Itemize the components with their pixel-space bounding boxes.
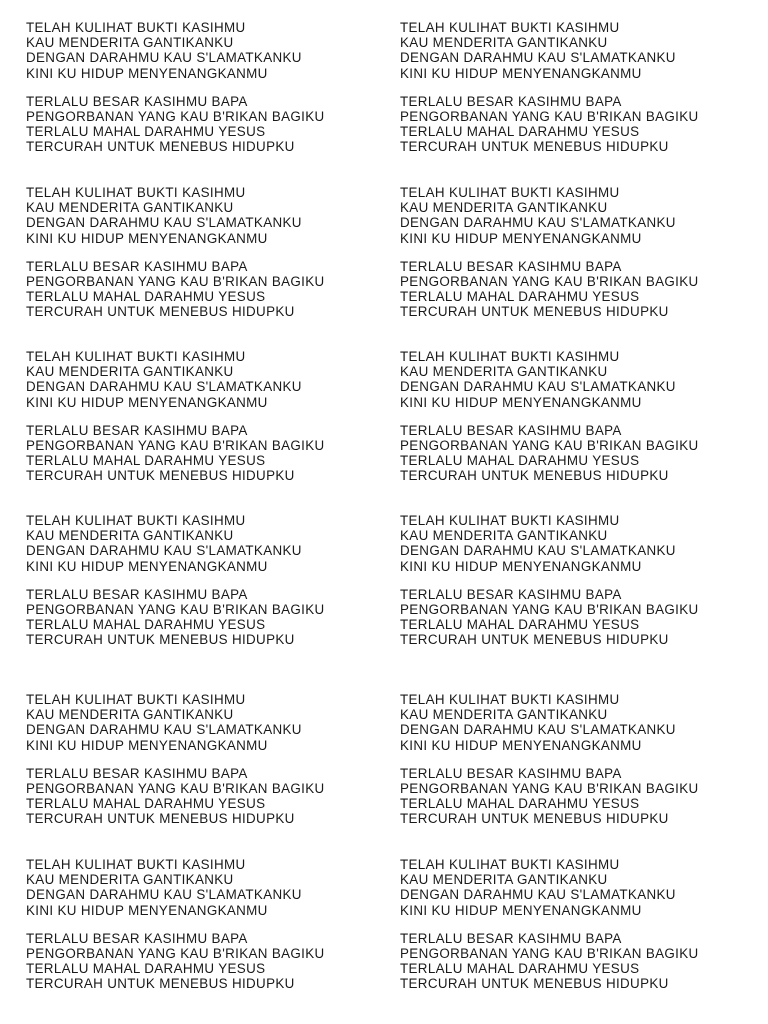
chorus-stanza [400, 766, 699, 827]
stanza-spacer [26, 918, 325, 931]
chorus-line: TERCURAH UNTUK MENEBUS HIDUPKU [400, 811, 669, 827]
stanza-spacer [26, 246, 325, 259]
verse-line: DENGAN DARAHMU KAU S'LAMATKANKU [400, 543, 676, 559]
stanza-spacer [400, 410, 699, 423]
verse-stanza [26, 349, 325, 410]
chorus-line: TERCURAH UNTUK MENEBUS HIDUPKU [26, 139, 295, 155]
verse-line: TELAH KULIHAT BUKTI KASIHMU [400, 692, 620, 707]
stanza-spacer [26, 410, 325, 423]
stanza-spacer [26, 81, 325, 94]
chorus-line: TERLALU BESAR KASIHMU BAPA [26, 930, 248, 946]
verse-line: KINI KU HIDUP MENYENANGKANMU [400, 394, 642, 410]
stanza-spacer [26, 753, 325, 766]
chorus-stanza [400, 94, 699, 155]
stanza-spacer [400, 81, 699, 94]
verse-line: TELAH KULIHAT BUKTI KASIHMU [400, 20, 620, 35]
chorus-line: TERLALU BESAR KASIHMU BAPA [400, 422, 622, 438]
stanza-spacer [400, 246, 699, 259]
verse-line: KAU MENDERITA GANTIKANKU [26, 707, 234, 723]
verse-line: KINI KU HIDUP MENYENANGKANMU [400, 230, 642, 246]
chorus-line: PENGORBANAN YANG KAU B'RIKAN BAGIKU [26, 109, 325, 125]
verse-line: KINI KU HIDUP MENYENANGKANMU [26, 902, 268, 918]
chorus-line: TERLALU MAHAL DARAHMU YESUS [400, 796, 640, 812]
lyrics-block [400, 857, 699, 992]
chorus-line: TERCURAH UNTUK MENEBUS HIDUPKU [26, 632, 295, 648]
verse-line: DENGAN DARAHMU KAU S'LAMATKANKU [26, 887, 302, 903]
verse-line: KINI KU HIDUP MENYENANGKANMU [26, 65, 268, 81]
verse-line: DENGAN DARAHMU KAU S'LAMATKANKU [400, 379, 676, 395]
verse-line: KAU MENDERITA GANTIKANKU [400, 528, 608, 544]
verse-line: KAU MENDERITA GANTIKANKU [400, 35, 608, 51]
verse-line: DENGAN DARAHMU KAU S'LAMATKANKU [400, 722, 676, 738]
verse-line: DENGAN DARAHMU KAU S'LAMATKANKU [400, 887, 676, 903]
lyrics-block [400, 349, 699, 484]
verse-stanza [400, 513, 699, 574]
stanza-spacer [400, 574, 699, 587]
chorus-line: TERCURAH UNTUK MENEBUS HIDUPKU [26, 811, 295, 827]
chorus-line: TERCURAH UNTUK MENEBUS HIDUPKU [26, 304, 295, 320]
verse-line: DENGAN DARAHMU KAU S'LAMATKANKU [26, 379, 302, 395]
chorus-stanza [26, 94, 325, 155]
chorus-line: PENGORBANAN YANG KAU B'RIKAN BAGIKU [26, 274, 325, 290]
verse-line: DENGAN DARAHMU KAU S'LAMATKANKU [400, 215, 676, 231]
chorus-line: TERLALU BESAR KASIHMU BAPA [26, 765, 248, 781]
lyrics-block [26, 857, 325, 992]
verse-line: DENGAN DARAHMU KAU S'LAMATKANKU [26, 50, 302, 66]
lyrics-block [400, 513, 699, 648]
verse-line: DENGAN DARAHMU KAU S'LAMATKANKU [400, 50, 676, 66]
chorus-line: TERLALU BESAR KASIHMU BAPA [400, 258, 622, 274]
verse-line: TELAH KULIHAT BUKTI KASIHMU [26, 692, 246, 707]
verse-line: KINI KU HIDUP MENYENANGKANMU [400, 737, 642, 753]
lyrics-block [400, 692, 699, 827]
lyrics-block [26, 513, 325, 648]
chorus-stanza [26, 587, 325, 648]
chorus-line: TERLALU MAHAL DARAHMU YESUS [26, 124, 266, 140]
verse-line: TELAH KULIHAT BUKTI KASIHMU [400, 185, 620, 200]
chorus-line: TERCURAH UNTUK MENEBUS HIDUPKU [400, 632, 669, 648]
chorus-line: TERLALU BESAR KASIHMU BAPA [26, 258, 248, 274]
verse-stanza [400, 857, 699, 918]
verse-line: KAU MENDERITA GANTIKANKU [26, 364, 234, 380]
verse-line: KAU MENDERITA GANTIKANKU [400, 200, 608, 216]
verse-line: TELAH KULIHAT BUKTI KASIHMU [400, 349, 620, 364]
verse-line: TELAH KULIHAT BUKTI KASIHMU [26, 185, 246, 200]
verse-stanza [400, 349, 699, 410]
lyrics-block [26, 185, 325, 320]
verse-line: KINI KU HIDUP MENYENANGKANMU [26, 394, 268, 410]
lyrics-block [26, 20, 325, 155]
chorus-line: PENGORBANAN YANG KAU B'RIKAN BAGIKU [400, 781, 699, 797]
chorus-stanza [400, 259, 699, 320]
stanza-spacer [400, 918, 699, 931]
verse-stanza [400, 185, 699, 246]
chorus-line: TERLALU MAHAL DARAHMU YESUS [26, 617, 266, 633]
verse-line: KINI KU HIDUP MENYENANGKANMU [400, 65, 642, 81]
chorus-stanza [400, 587, 699, 648]
verse-line: TELAH KULIHAT BUKTI KASIHMU [26, 349, 246, 364]
stanza-spacer [26, 574, 325, 587]
chorus-line: TERCURAH UNTUK MENEBUS HIDUPKU [400, 139, 669, 155]
chorus-stanza [400, 931, 699, 992]
chorus-line: PENGORBANAN YANG KAU B'RIKAN BAGIKU [26, 781, 325, 797]
verse-stanza [400, 20, 699, 81]
verse-line: TELAH KULIHAT BUKTI KASIHMU [26, 20, 246, 35]
chorus-line: PENGORBANAN YANG KAU B'RIKAN BAGIKU [400, 274, 699, 290]
verse-line: TELAH KULIHAT BUKTI KASIHMU [400, 513, 620, 528]
verse-line: KAU MENDERITA GANTIKANKU [26, 35, 234, 51]
lyrics-block [26, 349, 325, 484]
chorus-line: TERLALU MAHAL DARAHMU YESUS [26, 453, 266, 469]
chorus-line: PENGORBANAN YANG KAU B'RIKAN BAGIKU [26, 438, 325, 454]
verse-line: KAU MENDERITA GANTIKANKU [400, 872, 608, 888]
lyrics-block [26, 692, 325, 827]
chorus-line: TERLALU BESAR KASIHMU BAPA [400, 765, 622, 781]
verse-stanza [26, 857, 325, 918]
verse-line: KINI KU HIDUP MENYENANGKANMU [26, 558, 268, 574]
verse-line: KAU MENDERITA GANTIKANKU [26, 528, 234, 544]
chorus-line: PENGORBANAN YANG KAU B'RIKAN BAGIKU [26, 946, 325, 962]
chorus-line: TERLALU BESAR KASIHMU BAPA [400, 930, 622, 946]
verse-line: DENGAN DARAHMU KAU S'LAMATKANKU [26, 722, 302, 738]
chorus-stanza [26, 766, 325, 827]
stanza-spacer [400, 753, 699, 766]
verse-line: TELAH KULIHAT BUKTI KASIHMU [26, 857, 246, 872]
chorus-line: TERCURAH UNTUK MENEBUS HIDUPKU [400, 304, 669, 320]
chorus-line: TERLALU MAHAL DARAHMU YESUS [400, 289, 640, 305]
chorus-line: TERLALU BESAR KASIHMU BAPA [26, 586, 248, 602]
verse-line: DENGAN DARAHMU KAU S'LAMATKANKU [26, 215, 302, 231]
verse-line: DENGAN DARAHMU KAU S'LAMATKANKU [26, 543, 302, 559]
verse-stanza [26, 513, 325, 574]
chorus-line: TERLALU MAHAL DARAHMU YESUS [400, 961, 640, 977]
verse-stanza [26, 20, 325, 81]
chorus-line: TERLALU MAHAL DARAHMU YESUS [400, 124, 640, 140]
chorus-stanza [26, 423, 325, 484]
chorus-line: TERLALU MAHAL DARAHMU YESUS [26, 961, 266, 977]
chorus-line: TERLALU MAHAL DARAHMU YESUS [26, 796, 266, 812]
verse-stanza [26, 692, 325, 753]
lyrics-block [400, 185, 699, 320]
verse-line: KINI KU HIDUP MENYENANGKANMU [26, 230, 268, 246]
chorus-line: TERLALU BESAR KASIHMU BAPA [26, 422, 248, 438]
verse-line: TELAH KULIHAT BUKTI KASIHMU [400, 857, 620, 872]
chorus-line: PENGORBANAN YANG KAU B'RIKAN BAGIKU [400, 438, 699, 454]
chorus-line: TERCURAH UNTUK MENEBUS HIDUPKU [400, 468, 669, 484]
lyrics-block [400, 20, 699, 155]
verse-line: KAU MENDERITA GANTIKANKU [400, 707, 608, 723]
chorus-line: TERLALU MAHAL DARAHMU YESUS [400, 453, 640, 469]
verse-line: KINI KU HIDUP MENYENANGKANMU [400, 558, 642, 574]
chorus-line: TERLALU MAHAL DARAHMU YESUS [400, 617, 640, 633]
chorus-stanza [26, 931, 325, 992]
verse-line: KAU MENDERITA GANTIKANKU [26, 872, 234, 888]
verse-line: KINI KU HIDUP MENYENANGKANMU [26, 737, 268, 753]
chorus-line: PENGORBANAN YANG KAU B'RIKAN BAGIKU [26, 602, 325, 618]
chorus-line: TERLALU BESAR KASIHMU BAPA [400, 586, 622, 602]
chorus-stanza [26, 259, 325, 320]
chorus-line: TERCURAH UNTUK MENEBUS HIDUPKU [400, 976, 669, 992]
chorus-stanza [400, 423, 699, 484]
chorus-line: PENGORBANAN YANG KAU B'RIKAN BAGIKU [400, 109, 699, 125]
chorus-line: PENGORBANAN YANG KAU B'RIKAN BAGIKU [400, 946, 699, 962]
chorus-line: TERLALU BESAR KASIHMU BAPA [400, 93, 622, 109]
chorus-line: TERCURAH UNTUK MENEBUS HIDUPKU [26, 976, 295, 992]
verse-stanza [26, 185, 325, 246]
chorus-line: TERLALU MAHAL DARAHMU YESUS [26, 289, 266, 305]
chorus-line: PENGORBANAN YANG KAU B'RIKAN BAGIKU [400, 602, 699, 618]
verse-line: TELAH KULIHAT BUKTI KASIHMU [26, 513, 246, 528]
verse-stanza [400, 692, 699, 753]
verse-line: KINI KU HIDUP MENYENANGKANMU [400, 902, 642, 918]
chorus-line: TERLALU BESAR KASIHMU BAPA [26, 93, 248, 109]
verse-line: KAU MENDERITA GANTIKANKU [26, 200, 234, 216]
chorus-line: TERCURAH UNTUK MENEBUS HIDUPKU [26, 468, 295, 484]
verse-line: KAU MENDERITA GANTIKANKU [400, 364, 608, 380]
